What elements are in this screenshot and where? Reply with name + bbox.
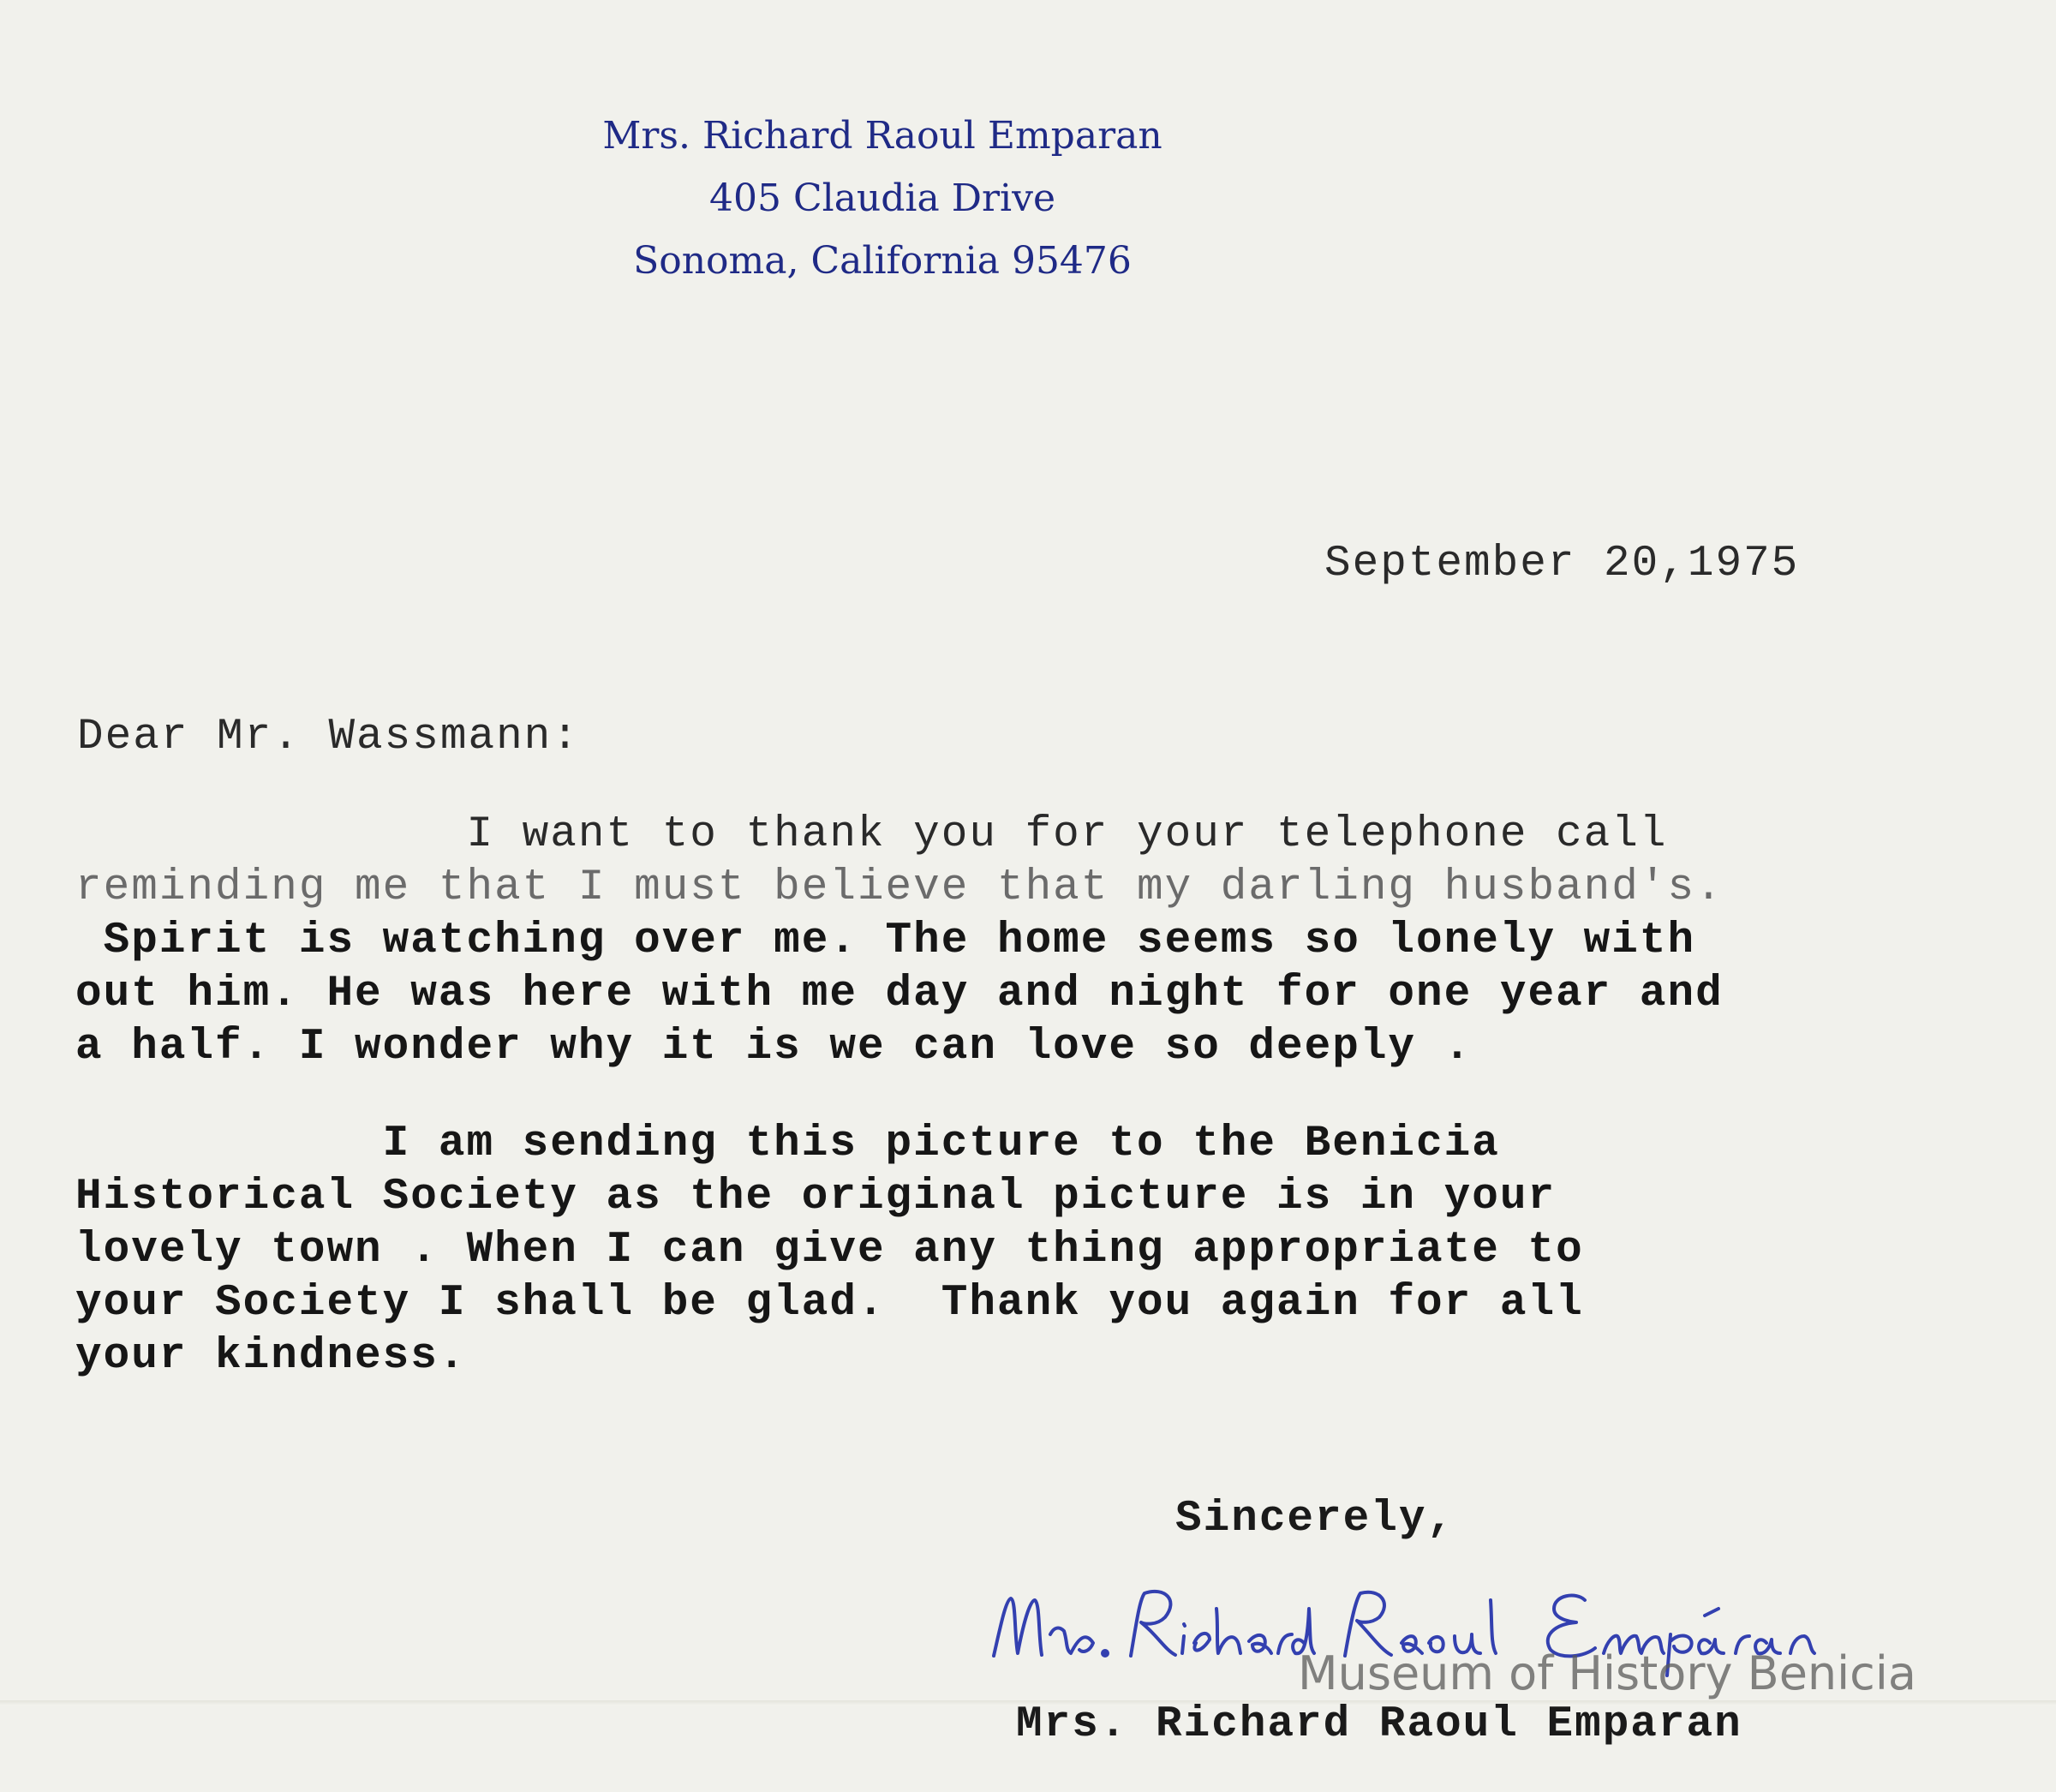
paragraph-1-line: I want to thank you for your telephone call — [75, 810, 1668, 859]
paragraph-1-line: a half. I wonder why it is we can love so deeply . — [75, 1023, 1473, 1072]
paragraph-1-line: Spirit is watching over me. The home seems so lonely with — [75, 917, 1696, 965]
paragraph-2-line: your Society I shall be glad. Thank you again for all — [75, 1279, 1584, 1328]
letterhead-name: Mrs. Richard Raoul Emparan — [602, 114, 1162, 158]
letter-date: September 20,1975 — [1324, 540, 1800, 588]
paragraph-1-line: out him. He was here with me day and night for one year and — [75, 970, 1724, 1018]
salutation: Dear Mr. Wassmann: — [77, 713, 580, 762]
reverse-side-show-through — [771, 308, 1628, 754]
museum-watermark: Museum of History Benicia — [1298, 1646, 1916, 1700]
paragraph-2-line: lovely town . When I can give any thing appropriate to — [75, 1226, 1584, 1275]
paragraph-2-line: I am sending this picture to the Benicia — [75, 1120, 1500, 1168]
paragraph-2 — [75, 1118, 1584, 1383]
paragraph-1 — [75, 809, 1724, 1074]
closing: Sincerely, — [1175, 1495, 1455, 1544]
paragraph-2-line: your kindness. — [75, 1332, 467, 1381]
letterhead-street: 405 Claudia Drive — [708, 176, 1055, 220]
typed-signature-name: Mrs. Richard Raoul Emparan — [1016, 1700, 1742, 1749]
paragraph-1-line: reminding me that I must believe that my darling husband's. — [75, 863, 1724, 912]
paragraph-2-line: Historical Society as the original picture is in your — [75, 1173, 1557, 1222]
letterhead — [565, 105, 1199, 292]
letterhead-city: Sonoma, California 95476 — [633, 239, 1132, 283]
